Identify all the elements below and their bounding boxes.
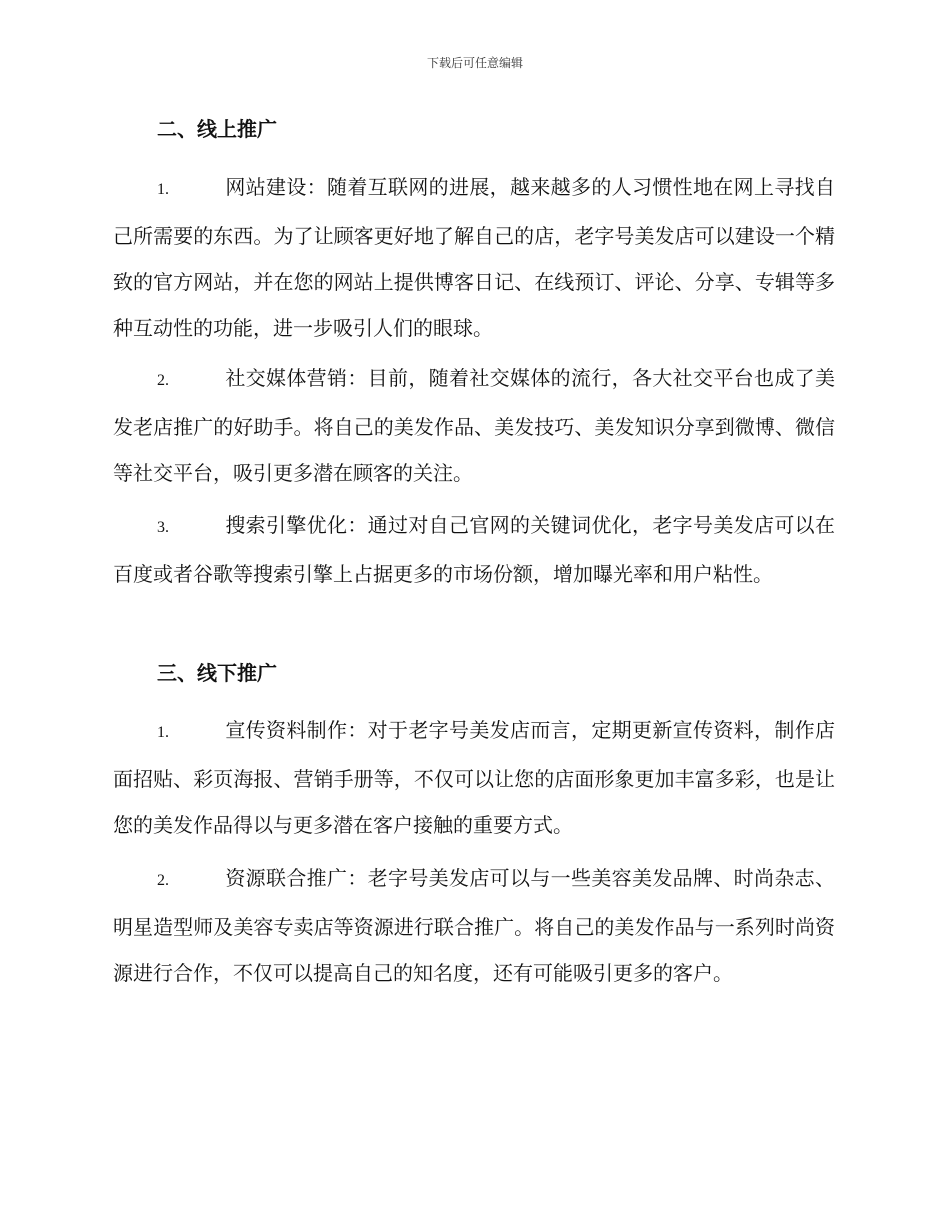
item-number: 2. bbox=[157, 872, 169, 889]
page-header-note: 下载后可任意编辑 bbox=[426, 56, 523, 70]
section-heading-offline: 三、线下推广 bbox=[157, 661, 277, 685]
paragraph-text: 资源联合推广：老字号美发店可以与一些美容美发品牌、时尚杂志、明星造型师及美容专卖店等资源进行联合推广。将自己的美发作品与一系列时尚资源进行合作，不仅可以提高自己的知名度，还有可能吸引更多的客户。 bbox=[113, 866, 835, 985]
paragraph-online-1 bbox=[113, 164, 835, 351]
paragraph-text: 宣传资料制作：对于老字号美发店而言，定期更新宣传资料，制作店面招贴、彩页海报、营销手册等，不仅可以让您的店面形象更加丰富多彩，也是让您的美发作品得以与更多潜在客户接触的重要方式。 bbox=[113, 718, 835, 837]
paragraph-text: 网站建设：随着互联网的进展，越来越多的人习惯性地在网上寻找自己所需要的东西。为了让顾客更好地了解自己的店，老字号美发店可以建设一个精致的官方网站，并在您的网站上提供博客日记、在线预订、评论、分享、专辑等多种互动性的功能，进一步吸引人们的眼球。 bbox=[113, 175, 835, 340]
item-number: 2. bbox=[157, 372, 169, 389]
item-number: 1. bbox=[157, 181, 169, 198]
section-heading-online: 二、线上推广 bbox=[157, 117, 277, 141]
paragraph-text: 搜索引擎优化：通过对自己官网的关键词优化，老字号美发店可以在百度或者谷歌等搜索引擎上占据更多的市场份额，增加曝光率和用户粘性。 bbox=[113, 513, 835, 586]
item-number: 3. bbox=[157, 519, 169, 536]
paragraph-text: 社交媒体营销：目前，随着社交媒体的流行，各大社交平台也成了美发老店推广的好助手。将自己的美发作品、美发技巧、美发知识分享到微博、微信等社交平台，吸引更多潜在顾客的关注。 bbox=[113, 366, 835, 485]
paragraph-online-3 bbox=[113, 502, 835, 597]
paragraph-online-2 bbox=[113, 355, 835, 496]
paragraph-offline-2 bbox=[113, 855, 835, 996]
paragraph-offline-1 bbox=[113, 707, 835, 848]
item-number: 1. bbox=[157, 724, 169, 741]
